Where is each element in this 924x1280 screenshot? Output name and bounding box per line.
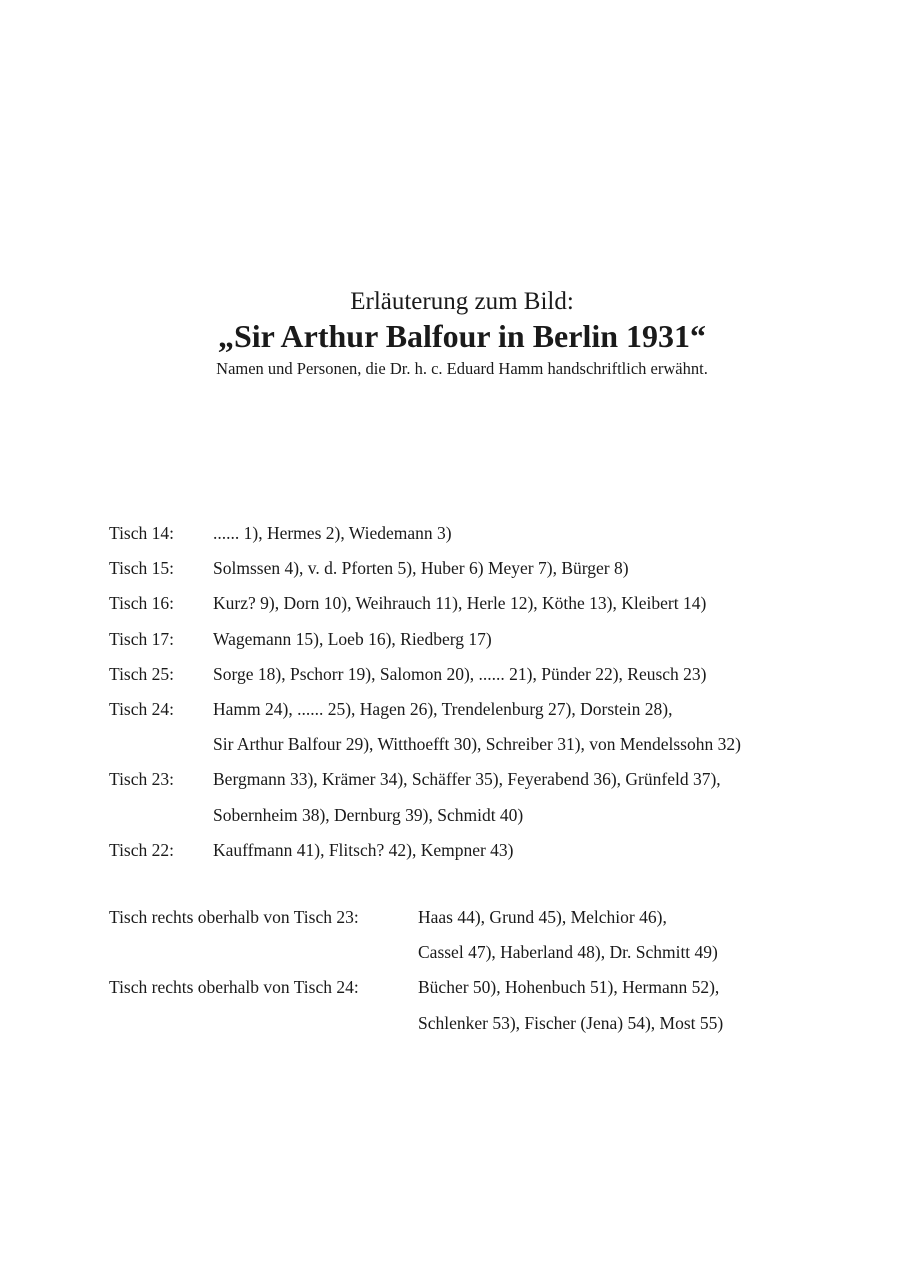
table-names: Cassel 47), Haberland 48), Dr. Schmitt 49) — [418, 942, 718, 963]
table-row-continuation — [109, 727, 909, 762]
table-names: Kauffmann 41), Flitsch? 42), Kempner 43) — [213, 839, 514, 860]
table-names: Schlenker 53), Fischer (Jena) 54), Most 55) — [418, 1012, 724, 1033]
table-names: Sobernheim 38), Dernburg 39), Schmidt 40) — [213, 804, 524, 825]
table-label: Tisch 15: — [109, 558, 175, 579]
table-label: Tisch 25: — [109, 663, 175, 684]
table-row — [109, 657, 909, 692]
table-names: Sorge 18), Pschorr 19), Salomon 20), ...... 21), Pünder 22), Reusch 23) — [213, 663, 707, 684]
table-names: Kurz? 9), Dorn 10), Weihrauch 11), Herle 12), Köthe 13), Kleibert 14) — [213, 593, 707, 614]
table-label: Tisch 24: — [109, 699, 175, 720]
table-names: Hamm 24), ...... 25), Hagen 26), Trendelenburg 27), Dorstein 28), — [213, 699, 673, 720]
table-label-empty — [109, 727, 213, 762]
table-names: Bergmann 33), Krämer 34), Schäffer 35), Feyerabend 36), Grünfeld 37), — [213, 769, 721, 790]
table-names: Solmssen 4), v. d. Pforten 5), Huber 6) Meyer 7), Bürger 8) — [213, 558, 629, 579]
table-names: Sir Arthur Balfour 29), Witthoefft 30), Schreiber 31), von Mendelssohn 32) — [213, 734, 741, 755]
table-names: Bücher 50), Hohenbuch 51), Hermann 52), — [418, 977, 720, 998]
table-row-continuation — [109, 1006, 909, 1041]
table-label: Tisch 16: — [109, 593, 175, 614]
table-row — [109, 622, 909, 657]
table-row-continuation — [109, 935, 909, 970]
table-list — [109, 516, 909, 868]
table-row — [109, 516, 909, 551]
extra-table-list — [109, 900, 909, 1041]
table-label: Tisch 17: — [109, 628, 175, 649]
table-row — [109, 900, 909, 935]
table-row — [109, 586, 909, 621]
table-label-empty — [109, 1006, 418, 1041]
table-label-empty — [109, 798, 213, 833]
heading-note: Namen und Personen, die Dr. h. c. Eduard Hamm handschriftlich erwähnt. — [216, 359, 708, 378]
table-names: ...... 1), Hermes 2), Wiedemann 3) — [213, 523, 452, 543]
table-label: Tisch 23: — [109, 769, 175, 790]
heading-line1: Erläuterung zum Bild: — [350, 288, 574, 315]
table-label: Tisch 22: — [109, 839, 175, 860]
page-title: „Sir Arthur Balfour in Berlin 1931“ — [217, 318, 707, 354]
table-names: Wagemann 15), Loeb 16), Riedberg 17) — [213, 628, 492, 649]
table-row-continuation — [109, 798, 909, 833]
table-label: Tisch rechts oberhalb von Tisch 23: — [109, 907, 359, 927]
table-row — [109, 551, 909, 586]
table-names: Haas 44), Grund 45), Melchior 46), — [418, 907, 667, 927]
table-row — [109, 762, 909, 797]
table-label: Tisch rechts oberhalb von Tisch 24: — [109, 977, 359, 998]
table-label-empty — [109, 935, 418, 970]
table-row — [109, 970, 909, 1005]
table-row — [109, 833, 909, 868]
table-row — [109, 692, 909, 727]
table-label: Tisch 14: — [109, 523, 175, 543]
